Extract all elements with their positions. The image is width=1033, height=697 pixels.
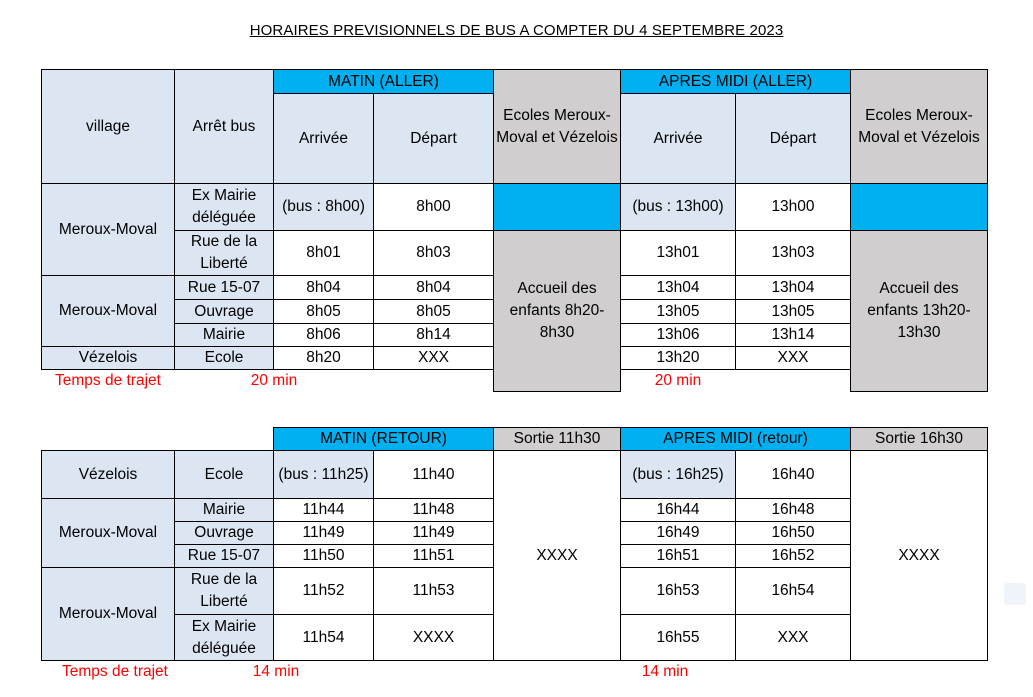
stop-cell: Rue de la Liberté	[174, 567, 274, 615]
ecoles-blue-cell	[493, 183, 621, 231]
time-cell: XXX	[735, 346, 851, 370]
time-cell: 8h04	[373, 275, 494, 300]
time-cell: 16h44	[620, 498, 736, 522]
time-cell: 11h50	[273, 544, 374, 568]
stop-cell: Ex Mairie déléguée	[174, 183, 274, 231]
time-cell: 16h50	[735, 521, 851, 545]
header-sortie-apm: Sortie 16h30	[850, 427, 988, 451]
time-cell: 8h05	[273, 299, 374, 324]
header-arrivee: Arrivée	[273, 93, 374, 184]
header-matin-aller: MATIN (ALLER)	[273, 69, 494, 94]
time-cell: 16h53	[620, 567, 736, 615]
village-cell: Vézelois	[41, 346, 175, 370]
time-cell: 11h49	[373, 521, 494, 545]
time-cell: (bus : 13h00)	[620, 183, 736, 231]
stop-cell: Ecole	[174, 346, 274, 370]
time-cell: 16h48	[735, 498, 851, 522]
time-cell: XXX	[373, 346, 494, 370]
travel-time-apm: 14 min	[641, 663, 689, 680]
time-cell: 13h05	[735, 299, 851, 324]
header-ecoles-apm: Ecoles Meroux-Moval et Vézelois	[850, 69, 988, 184]
time-cell: XXXX	[373, 614, 494, 661]
time-cell: 16h52	[735, 544, 851, 568]
village-cell: Meroux-Moval	[41, 275, 175, 347]
village-cell: Meroux-Moval	[41, 183, 175, 276]
time-cell: 13h20	[620, 346, 736, 370]
time-cell: (bus : 8h00)	[273, 183, 374, 231]
time-cell: 11h54	[273, 614, 374, 661]
time-cell: 8h14	[373, 323, 494, 347]
time-cell: (bus : 16h25)	[620, 450, 736, 499]
watermark-mark	[1004, 583, 1026, 605]
travel-time-matin: 14 min	[252, 663, 300, 680]
time-cell: 13h04	[620, 275, 736, 300]
header-depart-apm: Départ	[735, 93, 851, 184]
stop-cell: Mairie	[174, 323, 274, 347]
time-cell: 8h05	[373, 299, 494, 324]
stop-cell: Rue 15-07	[174, 544, 274, 568]
sortie-matin-cell: XXXX	[493, 450, 621, 661]
time-cell: 13h04	[735, 275, 851, 300]
village-cell: Meroux-Moval	[41, 498, 175, 568]
stop-cell: Ex Mairie déléguée	[174, 614, 274, 661]
stop-cell: Rue 15-07	[174, 275, 274, 300]
time-cell: 11h51	[373, 544, 494, 568]
time-cell: 16h51	[620, 544, 736, 568]
header-apres-midi-retour: APRES MIDI (retour)	[620, 427, 851, 451]
time-cell: 13h06	[620, 323, 736, 347]
time-cell: 13h01	[620, 230, 736, 276]
header-ecoles-matin: Ecoles Meroux-Moval et Vézelois	[493, 69, 621, 184]
accueil-apm-cell: Accueil des enfants 13h20-13h30	[850, 230, 988, 392]
time-cell: 8h06	[273, 323, 374, 347]
time-cell: 13h03	[735, 230, 851, 276]
time-cell: 16h49	[620, 521, 736, 545]
time-cell: 8h00	[373, 183, 494, 231]
header-arrivee-apm: Arrivée	[620, 93, 736, 184]
ecoles-blue-cell	[850, 183, 988, 231]
time-cell: 11h40	[373, 450, 494, 499]
time-cell: 11h49	[273, 521, 374, 545]
time-cell: 13h14	[735, 323, 851, 347]
village-cell: Vézelois	[41, 450, 175, 499]
time-cell: 11h48	[373, 498, 494, 522]
time-cell: 13h00	[735, 183, 851, 231]
time-cell: 8h01	[273, 230, 374, 276]
stop-cell: Mairie	[174, 498, 274, 522]
time-cell: 8h20	[273, 346, 374, 370]
header-sortie-matin: Sortie 11h30	[493, 427, 621, 451]
travel-time-matin: 20 min	[250, 372, 298, 389]
travel-time-label: Temps de trajet	[55, 372, 161, 389]
time-cell: XXX	[735, 614, 851, 661]
village-cell: Meroux-Moval	[41, 567, 175, 661]
travel-time-apm: 20 min	[654, 372, 702, 389]
time-cell: 16h55	[620, 614, 736, 661]
page-title: HORAIRES PREVISIONNELS DE BUS A COMPTER DU 4 SEPTEMBRE 2023	[249, 22, 784, 39]
stop-cell: Ouvrage	[174, 521, 274, 545]
stop-cell: Ecole	[174, 450, 274, 499]
sortie-apm-cell: XXXX	[850, 450, 988, 661]
time-cell: 11h52	[273, 567, 374, 615]
time-cell: 8h03	[373, 230, 494, 276]
travel-time-label: Temps de trajet	[62, 663, 168, 680]
time-cell: 8h04	[273, 275, 374, 300]
time-cell: 13h05	[620, 299, 736, 324]
header-arret-bus: Arrêt bus	[174, 69, 274, 184]
time-cell: 11h44	[273, 498, 374, 522]
time-cell: 11h53	[373, 567, 494, 615]
header-apres-midi-aller: APRES MIDI (ALLER)	[620, 69, 851, 94]
accueil-matin-cell: Accueil des enfants 8h20-8h30	[493, 230, 621, 392]
time-cell: (bus : 11h25)	[273, 450, 374, 499]
header-village: village	[41, 69, 175, 184]
header-matin-retour: MATIN (RETOUR)	[273, 427, 494, 451]
time-cell: 16h54	[735, 567, 851, 615]
header-depart: Départ	[373, 93, 494, 184]
stop-cell: Rue de la Liberté	[174, 230, 274, 276]
time-cell: 16h40	[735, 450, 851, 499]
stop-cell: Ouvrage	[174, 299, 274, 324]
